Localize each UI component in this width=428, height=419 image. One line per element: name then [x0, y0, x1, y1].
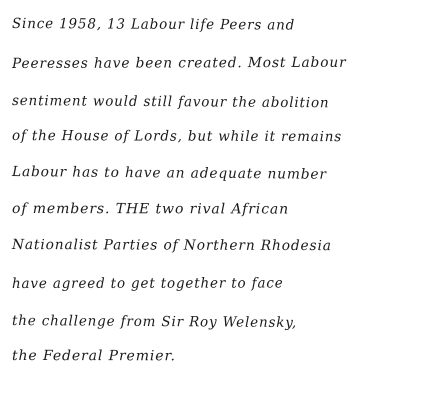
text-line-9: the challenge from Sir Roy Welensky, — [11, 313, 298, 332]
text-line-10: the Federal Premier. — [11, 348, 176, 365]
text-line-1: Since 1958, 13 Labour life Peers and — [11, 16, 296, 34]
text-line-2: Peeresses have been created. Most Labour — [11, 54, 347, 72]
text-line-7: Nationalist Parties of Northern Rhodesia — [11, 237, 332, 255]
text-line-8: have agreed to get together to face — [11, 275, 284, 292]
text-line-6: of members. THE two rival African — [11, 201, 290, 218]
text-line-4: of the House of Lords, but while it remains — [11, 128, 343, 146]
text-line-3: sentiment would still favour the abolition — [11, 93, 330, 112]
text-line-5: Labour has to have an adequate number — [11, 164, 327, 183]
